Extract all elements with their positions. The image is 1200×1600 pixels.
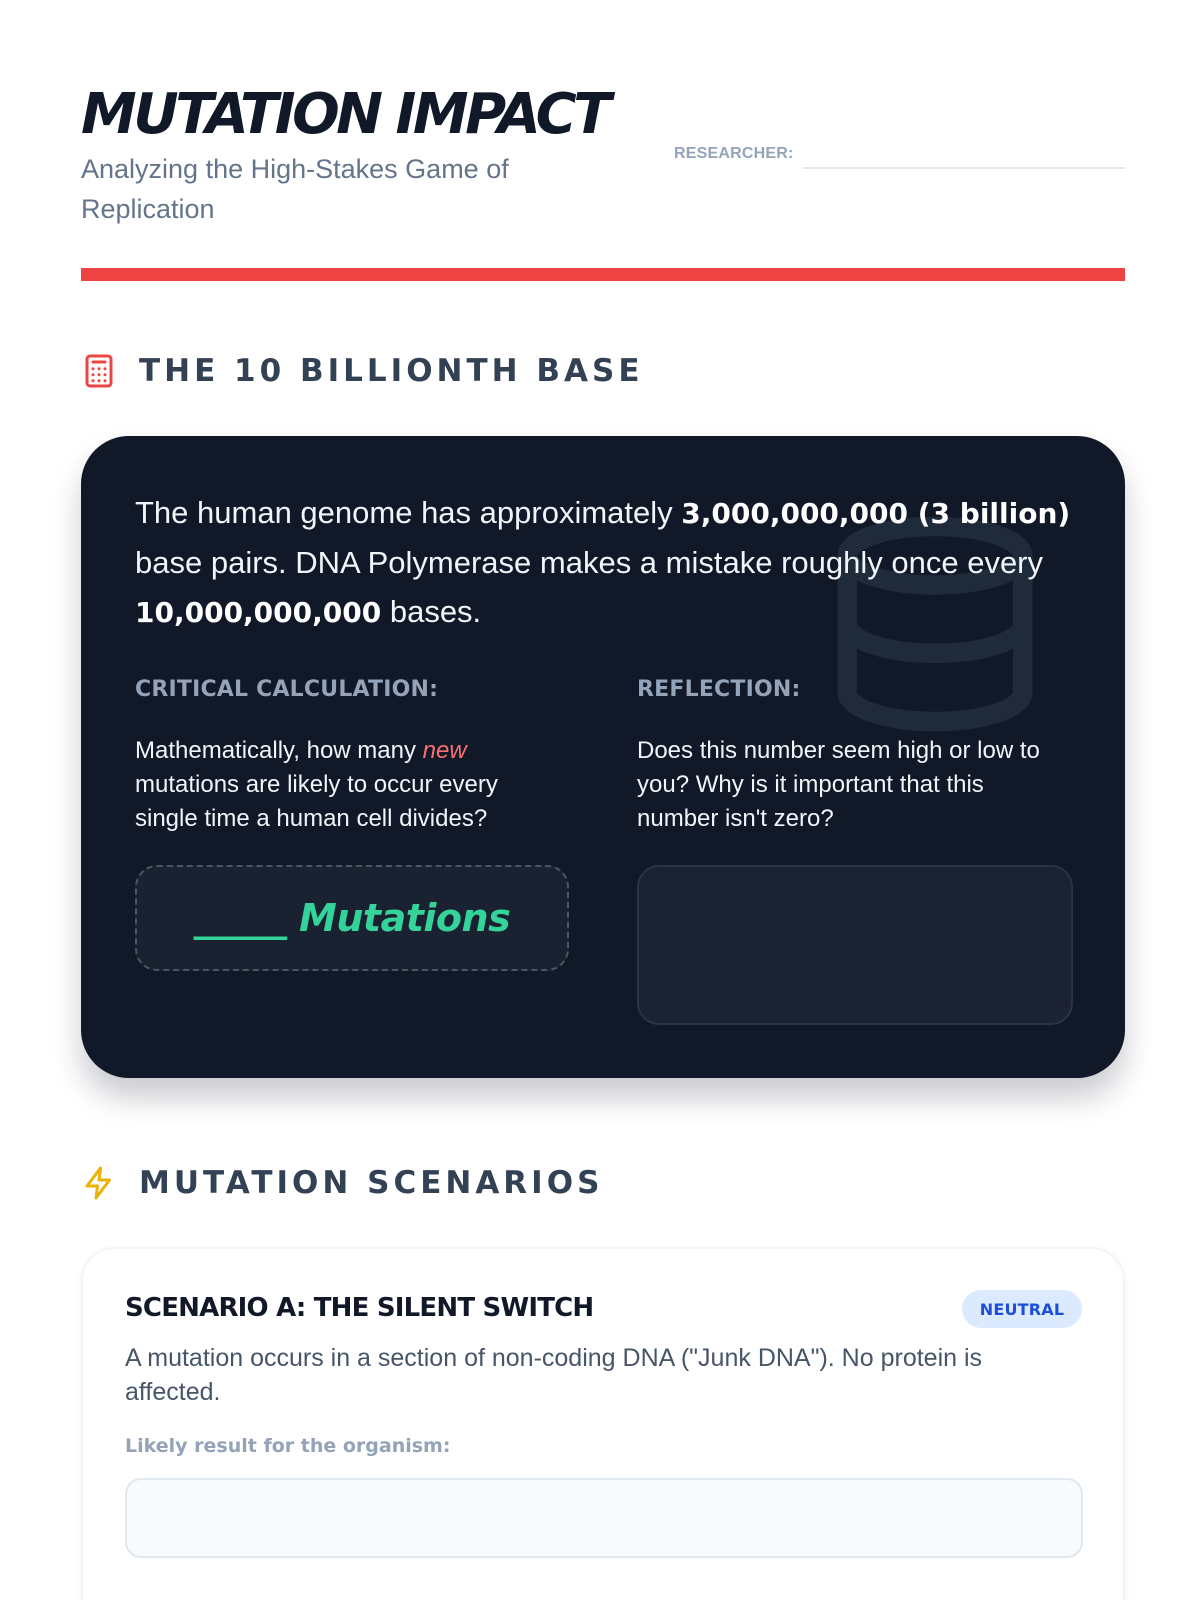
genome-size-value: 3,000,000,000 (3 billion)	[681, 497, 1071, 530]
section-title-scenarios: MUTATION SCENARIOS	[139, 1165, 604, 1201]
page-header	[81, 82, 1125, 285]
result-label: Likely result for the organism:	[125, 1435, 451, 1457]
section-title-billionth: THE 10 BILLIONTH BASE	[139, 353, 644, 389]
calc-question: Mathematically, how many new mutations are likely to occur every single time a human cell divides?	[135, 737, 498, 832]
genome-intro-text: The human genome has approximately 3,000,000,000 (3 billion) base pairs. DNA Polymerase makes a mistake roughly once every 10,000,000,000 bases.	[135, 495, 1071, 629]
billionth-base-card	[81, 436, 1125, 1078]
reflection-input[interactable]	[637, 865, 1073, 1025]
researcher-input[interactable]	[803, 139, 1125, 169]
calc-answer-box[interactable]	[135, 865, 569, 971]
section-header-billionth	[81, 349, 644, 393]
reflection-question: Does this number seem high or low to you? Why is it important that this number isn't zero?	[637, 737, 1040, 832]
status-badge: NEUTRAL	[962, 1290, 1082, 1328]
calculator-icon	[81, 351, 117, 391]
header-divider	[81, 268, 1125, 281]
scenario-card-a	[81, 1247, 1125, 1600]
calc-label: CRITICAL CALCULATION:	[135, 677, 439, 702]
lightning-icon	[81, 1163, 117, 1203]
scenario-title: SCENARIO A: THE SILENT SWITCH	[125, 1293, 594, 1323]
result-input[interactable]	[125, 1478, 1083, 1558]
error-rate-value: 10,000,000,000	[135, 596, 382, 629]
calc-answer-text: _____ Mutations	[193, 896, 511, 940]
page-subtitle: Analyzing the High-Stakes Game of Replication	[81, 154, 509, 224]
page-title: MUTATION IMPACT	[81, 82, 608, 147]
researcher-label: RESEARCHER:	[674, 145, 794, 162]
section-header-scenarios	[81, 1161, 603, 1205]
reflection-label: REFLECTION:	[637, 677, 801, 702]
scenario-description: A mutation occurs in a section of non-coding DNA ("Junk DNA"). No protein is affected.	[125, 1344, 983, 1406]
